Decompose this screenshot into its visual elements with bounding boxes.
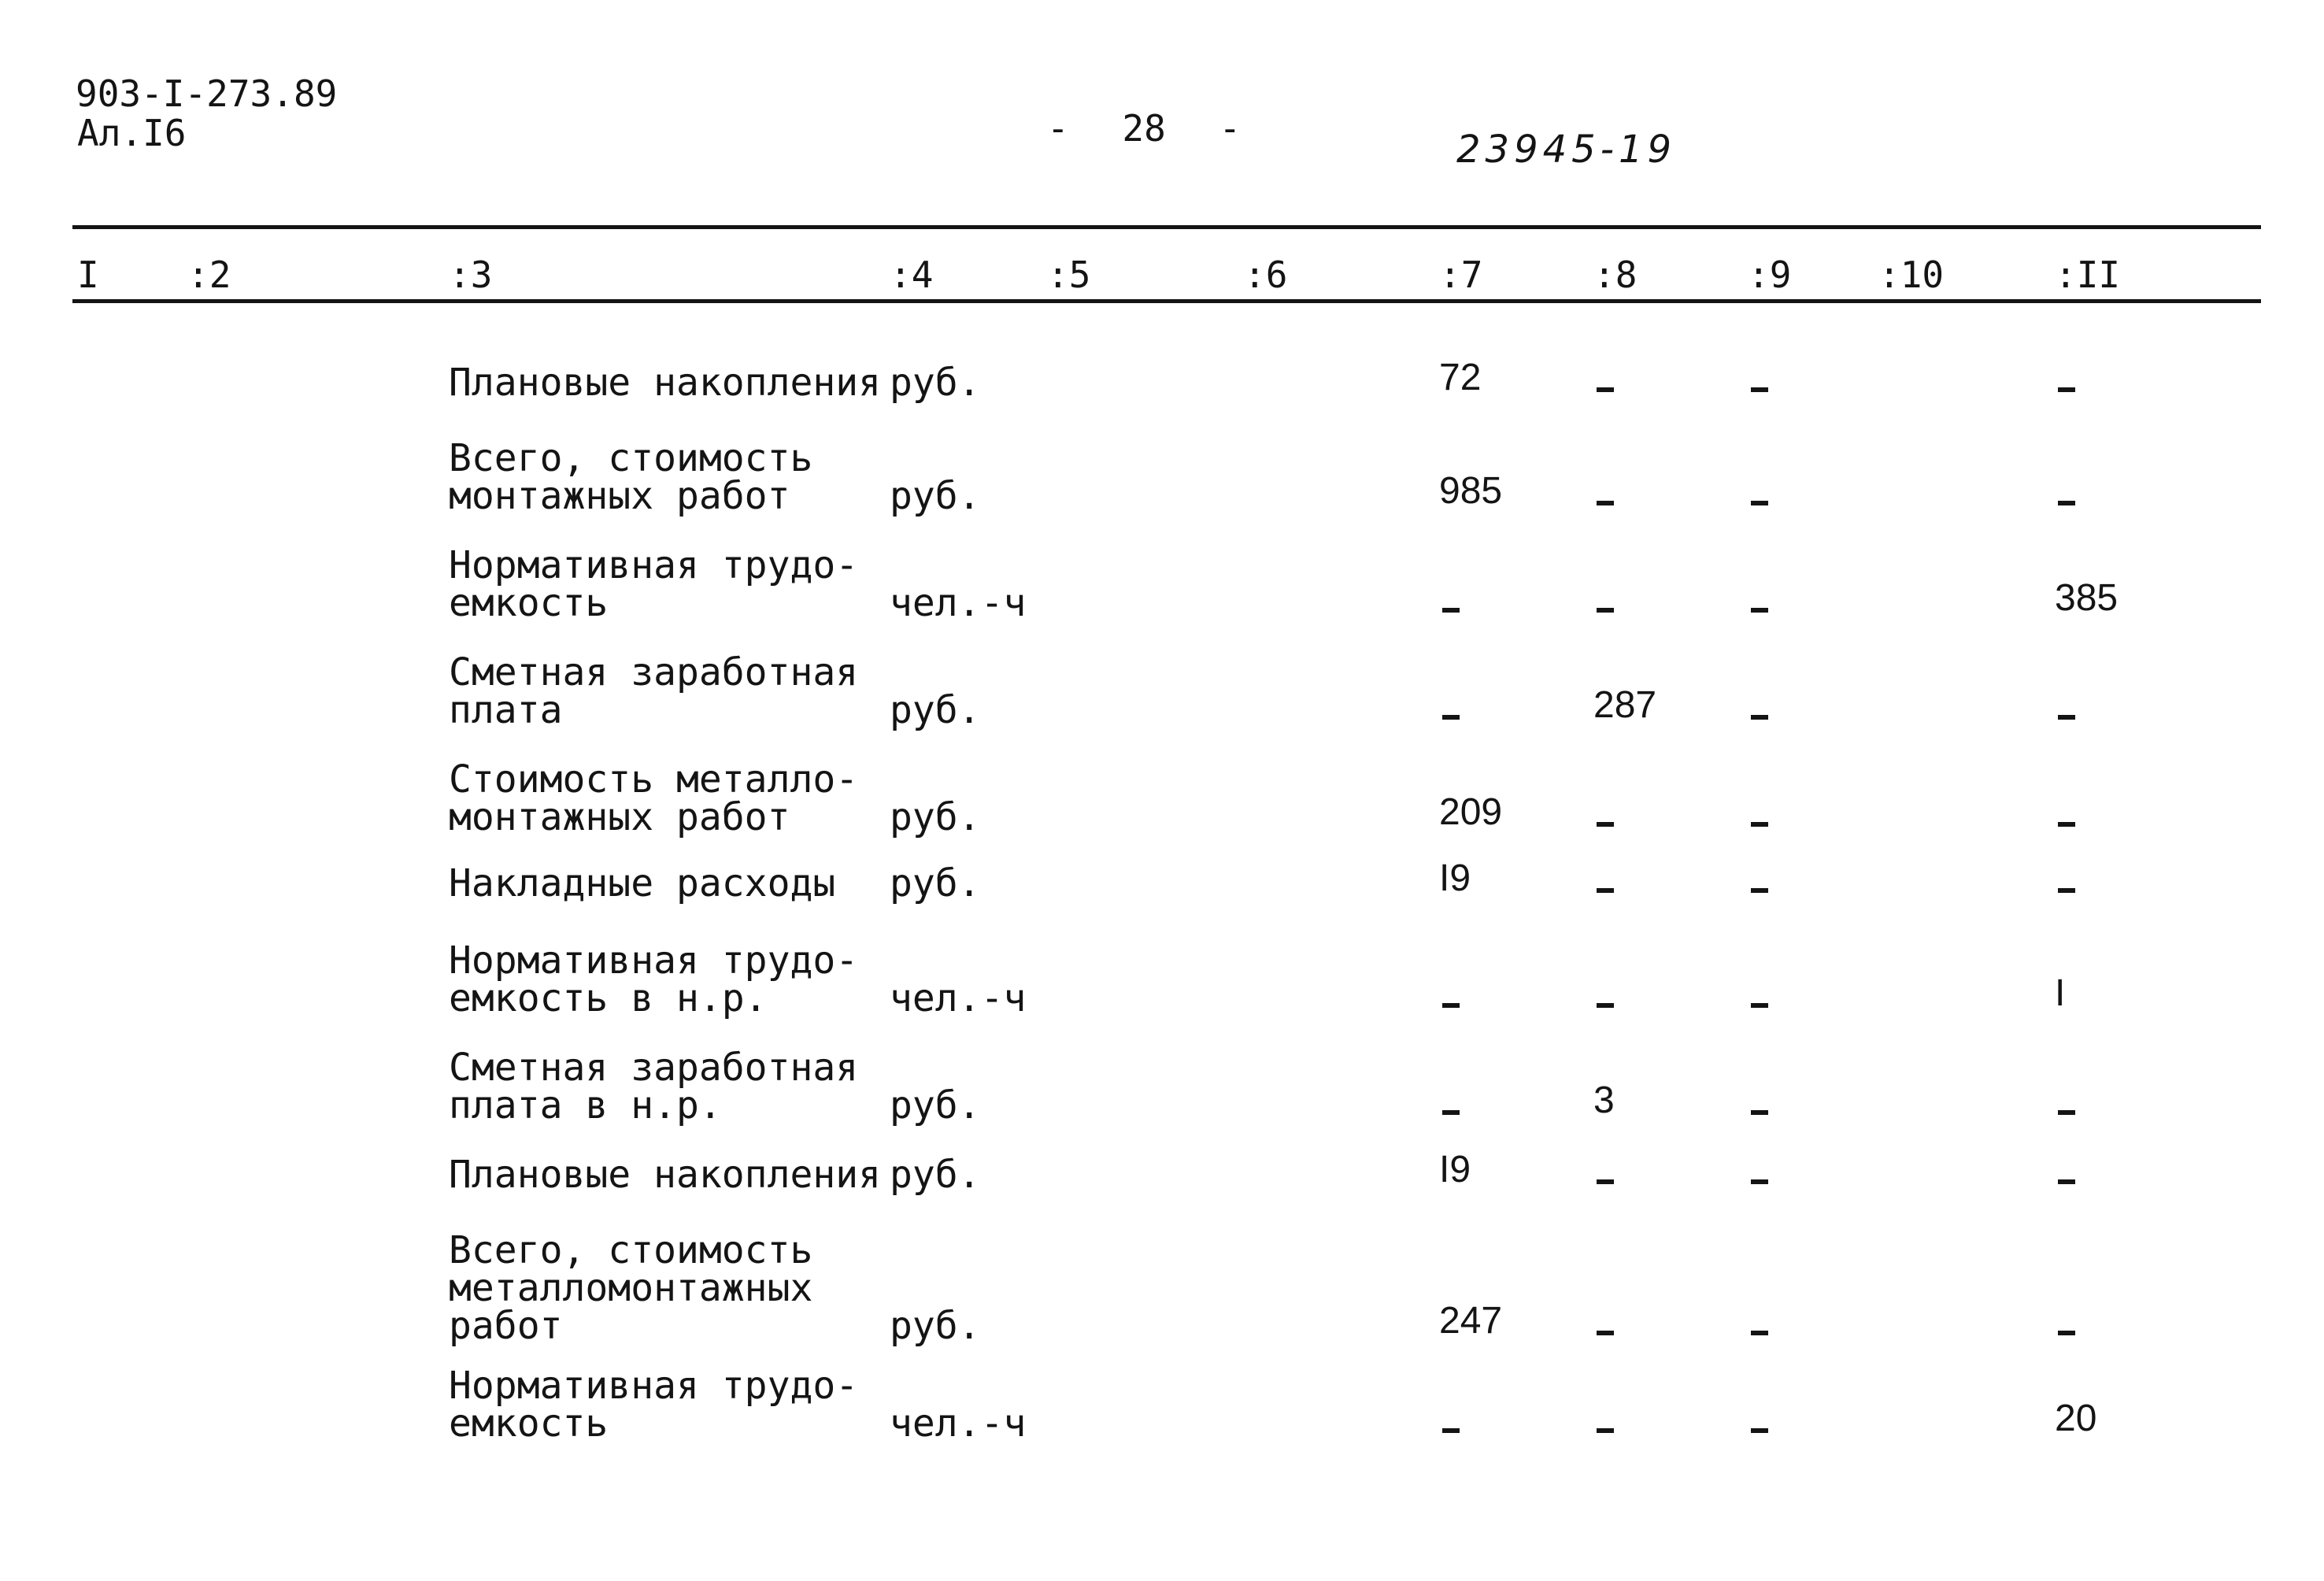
cell-dash-c9	[1751, 888, 1768, 893]
column-header-8: :8	[1593, 254, 1638, 296]
cell-dash-c7	[1442, 715, 1460, 720]
cell-dash-c11	[2058, 888, 2075, 893]
row-label-line: емкость в н.р.	[449, 976, 768, 1020]
row-unit: руб.	[890, 795, 981, 839]
cell-value-c7: 247	[1439, 1300, 1503, 1342]
row-label	[449, 939, 859, 1020]
column-header-10: :10	[1878, 254, 1945, 296]
row-label	[449, 1364, 859, 1446]
row-unit: чел.-ч	[890, 581, 1027, 625]
cell-value-c7: 72	[1439, 357, 1482, 398]
column-header-1: I	[77, 254, 99, 296]
cell-value-c11: 20	[2055, 1398, 2097, 1439]
cell-dash-c7	[1442, 1110, 1460, 1115]
row-unit: руб.	[890, 861, 981, 905]
row-label-line: Сметная заработная	[449, 650, 859, 694]
row-label	[449, 757, 859, 839]
cell-value-c7: 209	[1439, 791, 1503, 833]
cell-dash-c8	[1597, 501, 1614, 505]
column-header-2: :2	[187, 254, 231, 296]
cell-dash-c11	[2058, 822, 2075, 827]
row-label-line: металломонтажных	[449, 1266, 813, 1310]
row-label-line: емкость	[449, 581, 609, 625]
row-label	[449, 436, 813, 518]
cell-dash-c7	[1442, 1428, 1460, 1433]
row-label-line: Всего, стоимость	[449, 436, 813, 480]
cell-value-c7: I9	[1439, 1149, 1471, 1190]
row-label-line: плата в н.р.	[449, 1083, 722, 1127]
cell-dash-c8	[1597, 1179, 1614, 1184]
row-label	[449, 1153, 882, 1197]
row-label-line: Плановые накопления	[449, 1153, 882, 1197]
column-header-3: :3	[449, 254, 493, 296]
row-label	[449, 361, 882, 405]
row-label-line: Нормативная трудо-	[449, 543, 859, 587]
row-label-line: Плановые накопления	[449, 361, 882, 405]
cell-dash-c8	[1597, 1428, 1614, 1433]
album-number: Ал.I6	[77, 112, 187, 154]
cell-dash-c9	[1751, 715, 1768, 720]
row-label-line: Всего, стоимость	[449, 1228, 813, 1272]
cell-dash-c9	[1751, 1110, 1768, 1115]
cell-value-c11: I	[2055, 972, 2066, 1014]
row-unit: руб.	[890, 1153, 981, 1197]
cell-dash-c11	[2058, 1331, 2075, 1335]
cell-dash-c8	[1597, 1331, 1614, 1335]
cell-dash-c9	[1751, 1179, 1768, 1184]
row-label	[449, 861, 836, 905]
cell-dash-c9	[1751, 501, 1768, 505]
handwritten-number: 23945-19	[1456, 128, 1677, 172]
column-header-4: :4	[890, 254, 934, 296]
cell-dash-c9	[1751, 1003, 1768, 1008]
row-label-line: монтажных работ	[449, 474, 790, 518]
table-top-rule	[72, 225, 2261, 229]
row-label-line: монтажных работ	[449, 795, 790, 839]
row-unit: руб.	[890, 474, 981, 518]
row-label-line: емкость	[449, 1401, 609, 1446]
row-unit: руб.	[890, 688, 981, 732]
cell-dash-c8	[1597, 822, 1614, 827]
cell-dash-c9	[1751, 1428, 1768, 1433]
row-unit: чел.-ч	[890, 1401, 1027, 1446]
cell-dash-c11	[2058, 715, 2075, 720]
row-unit: руб.	[890, 1304, 981, 1348]
row-label-line: Нормативная трудо-	[449, 1364, 859, 1408]
row-unit: чел.-ч	[890, 976, 1027, 1020]
cell-dash-c8	[1597, 1003, 1614, 1008]
cell-value-c7: 985	[1439, 470, 1503, 512]
cell-value-c8: 287	[1593, 684, 1657, 726]
table-header-rule	[72, 299, 2261, 303]
column-header-5: :5	[1047, 254, 1091, 296]
cell-value-c7: I9	[1439, 857, 1471, 899]
cell-dash-c11	[2058, 1179, 2075, 1184]
row-label	[449, 1228, 813, 1348]
cell-dash-c8	[1597, 888, 1614, 893]
cell-dash-c7	[1442, 608, 1460, 613]
cell-dash-c11	[2058, 1110, 2075, 1115]
row-label-line: Сметная заработная	[449, 1046, 859, 1090]
row-label-line: плата	[449, 688, 563, 732]
cell-dash-c9	[1751, 822, 1768, 827]
cell-value-c11: 385	[2055, 577, 2119, 619]
row-unit: руб.	[890, 1083, 981, 1127]
column-header-7: :7	[1439, 254, 1483, 296]
cell-dash-c9	[1751, 387, 1768, 392]
cell-dash-c9	[1751, 1331, 1768, 1335]
cell-dash-c8	[1597, 387, 1614, 392]
cell-dash-c9	[1751, 608, 1768, 613]
cell-dash-c11	[2058, 387, 2075, 392]
row-label-line: Стоимость металло-	[449, 757, 859, 802]
cell-dash-c11	[2058, 501, 2075, 505]
page-number: - 28 -	[1047, 107, 1242, 150]
column-header-11: :II	[2055, 254, 2121, 296]
row-label-line: работ	[449, 1304, 563, 1348]
row-label	[449, 543, 859, 625]
document-code: 903-I-273.89	[76, 72, 338, 115]
row-unit: руб.	[890, 361, 981, 405]
cell-dash-c7	[1442, 1003, 1460, 1008]
row-label-line: Нормативная трудо-	[449, 939, 859, 983]
cell-dash-c8	[1597, 608, 1614, 613]
cell-value-c8: 3	[1593, 1079, 1615, 1121]
column-header-9: :9	[1748, 254, 1792, 296]
row-label	[449, 1046, 859, 1127]
row-label	[449, 650, 859, 732]
column-header-6: :6	[1244, 254, 1288, 296]
row-label-line: Накладные расходы	[449, 861, 836, 905]
